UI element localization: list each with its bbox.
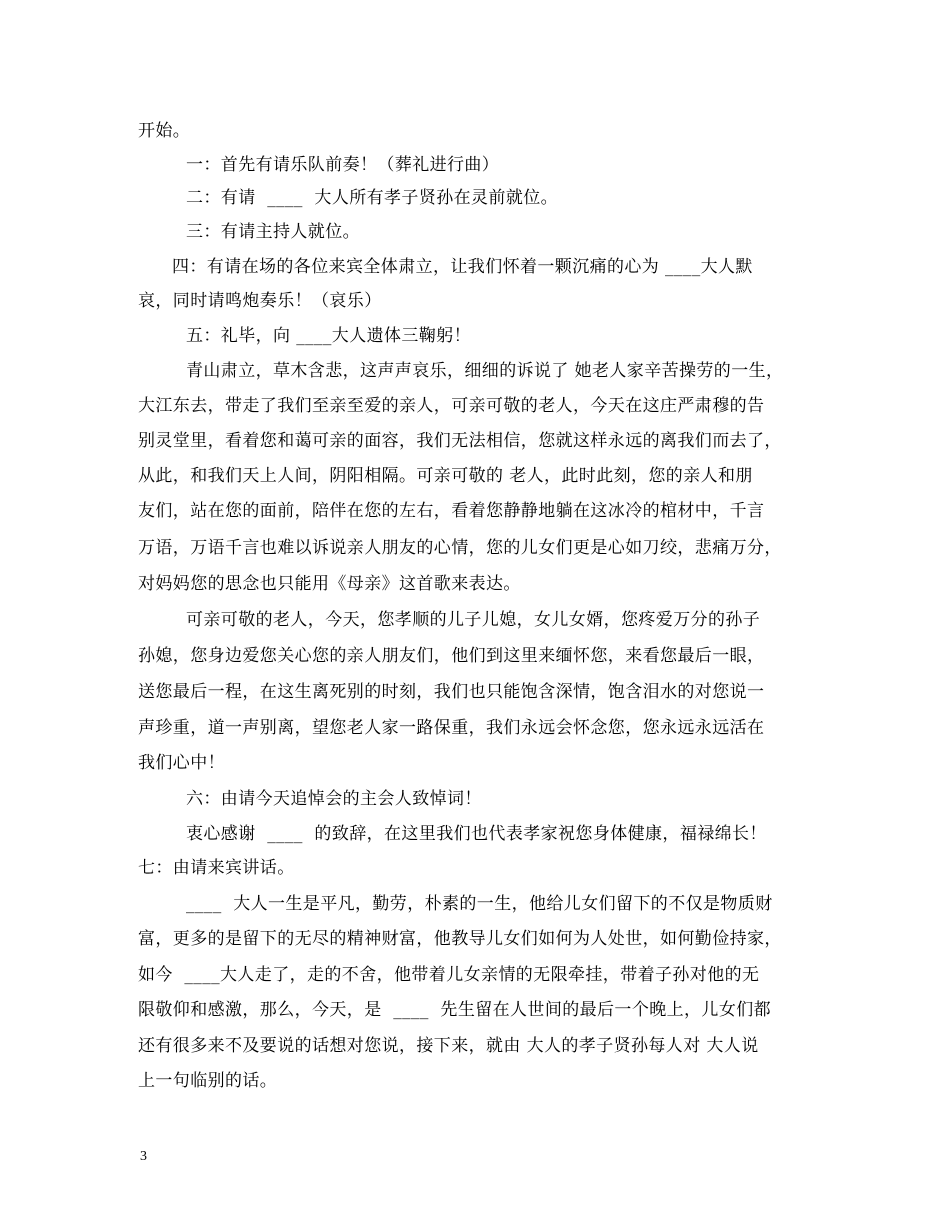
- text-line: 四：有请在场的各位来宾全体肃立，让我们怀着一颗沉痛的心为 ____大人默: [172, 257, 753, 277]
- text-line: 万语，万语千言也难以诉说亲人朋友的心情，您的儿女们更是心如刀绞，悲痛万分，: [138, 538, 782, 558]
- text-line: 六：由请今天追悼会的主会人致悼词！: [186, 789, 482, 809]
- text-line: 送您最后一程，在这生离死别的时刻，我们也只能饱含深情，饱含泪水的对您说一: [138, 682, 765, 702]
- text-line: 二：有请 ____ 大人所有孝子贤孙在灵前就位。: [186, 188, 559, 208]
- text-line: 三：有请主持人就位。: [186, 222, 360, 242]
- text-line: 我们心中！: [138, 753, 225, 773]
- text-line: 声珍重，道一声别离，望您老人家一路保重，我们永远会怀念您，您永远永远活在: [138, 718, 765, 738]
- text-line: 从此，和我们天上人间，阴阳相隔。可亲可敬的 老人，此时此刻，您的亲人和朋: [138, 466, 753, 486]
- text-line: 如今 ____大人走了，走的不舍，他带着儿女亲情的无限牵挂，带着子孙对他的无: [138, 965, 760, 985]
- text-line: 七：由请来宾讲话。: [138, 858, 295, 878]
- text-line: 大江东去，带走了我们至亲至爱的亲人，可亲可敬的老人，今天在这庄严肃穆的告: [138, 396, 765, 416]
- text-line: 哀，同时请鸣炮奏乐！（哀乐）: [138, 291, 382, 311]
- text-line: 上一句临别的话。: [138, 1071, 278, 1091]
- page-number: 3: [140, 1149, 147, 1164]
- text-line: 五：礼毕，向 ____大人遗体三鞠躬！: [186, 326, 472, 346]
- text-line: 可亲可敬的老人，今天，您孝顺的儿子儿媳，女儿女婿，您疼爱万分的孙子: [186, 610, 761, 630]
- text-line: 青山肃立，草木含悲，这声声哀乐，细细的诉说了 她老人家辛苦操劳的一生，: [186, 361, 784, 381]
- text-line: 开始。: [138, 121, 191, 141]
- text-line: 还有很多来不及要说的话想对您说，接下来，就由 大人的孝子贤孙每人对 大人说: [138, 1036, 759, 1056]
- text-line: ____ 大人一生是平凡，勤劳，朴素的一生，他给儿女们留下的不仅是物质财: [186, 894, 773, 914]
- text-line: 孙媳，您身边爱您关心您的亲人朋友们，他们到这里来缅怀您，来看您最后一眼，: [138, 646, 765, 666]
- text-line: 别灵堂里，看着您和蔼可亲的面容，我们无法相信，您就这样永远的离我们而去了，: [138, 431, 782, 451]
- text-line: 友们，站在您的面前，陪伴在您的左右，看着您静静地躺在这冰冷的棺材中，千言: [138, 501, 765, 521]
- text-line: 衷心感谢 ____ 的致辞，在这里我们也代表孝家祝您身体健康，福禄绵长！: [186, 824, 767, 844]
- text-line: 对妈妈您的思念也只能用《母亲》这首歌来表达。: [138, 574, 521, 594]
- text-line: 限敬仰和感激，那么，今天，是 ____ 先生留在人世间的最后一个晚上，儿女们都: [138, 1000, 772, 1020]
- text-line: 富，更多的是留下的无尽的精神财富，他教导儿女们如何为人处世，如何勤俭持家，: [138, 929, 782, 949]
- text-line: 一：首先有请乐队前奏！（葬礼进行曲）: [186, 155, 500, 175]
